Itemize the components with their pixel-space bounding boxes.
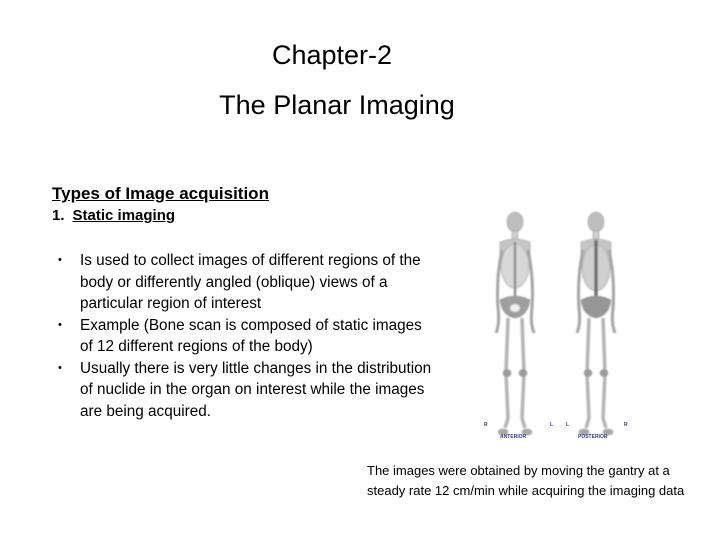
bullet-item: [60, 358, 435, 423]
bullet-text: Usually there is very little changes in the distribution of nuclide in the organ on interest while the images are being acquired.: [80, 359, 432, 420]
subsection-number: 1.: [52, 207, 65, 224]
anterior-skeleton: [496, 212, 534, 435]
subsection-heading: [52, 207, 175, 224]
subsection-label: Static imaging: [72, 207, 176, 224]
figure-caption: The images were obtained by moving the gantry at a steady rate 12 cm/min while acquiring the imaging data: [367, 463, 685, 498]
bullet-dot: •: [58, 318, 62, 331]
bullet-item: [60, 250, 435, 315]
label-posterior: POSTERIOR: [578, 434, 608, 440]
posterior-skeleton: [577, 212, 615, 435]
label-l-right: L: [566, 422, 570, 428]
label-anterior: ANTERIOR: [500, 434, 527, 440]
bullet-dot: •: [58, 254, 62, 266]
label-r-right: R: [624, 422, 628, 428]
slide-subtitle: The Planar Imaging: [219, 90, 455, 120]
bullet-text: Example (Bone scan is composed of static images of 12 different regions of the body): [80, 316, 422, 355]
section-heading: Types of Image acquisition: [52, 184, 269, 203]
bullet-item: [60, 315, 435, 358]
label-r-left: R: [484, 422, 488, 428]
bullet-text: Is used to collect images of different regions of the body or differently angled (oblique) views of a particular region of interest: [80, 252, 421, 312]
bullet-dot: •: [58, 361, 62, 374]
bone-scan-image: [478, 208, 638, 446]
label-l-left: L: [550, 422, 554, 428]
slide-title: Chapter-2: [271, 40, 393, 70]
bullet-list: [60, 250, 435, 422]
